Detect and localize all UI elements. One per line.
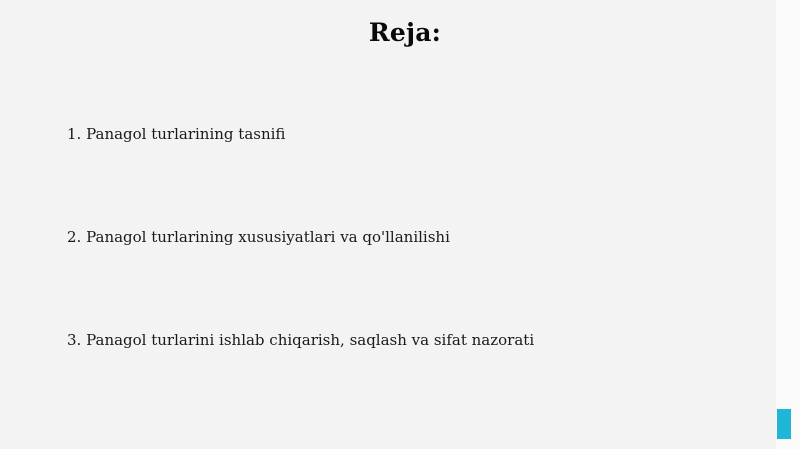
slide-title: Reja: [368,18,442,47]
plan-item-2: 2. Panagol turlarining xususiyatlari va qo'llanilishi [67,228,450,246]
plan-item-3: 3. Panagol turlarini ishlab chiqarish, saqlash va sifat nazorati [67,331,535,349]
scrollbar-thumb[interactable] [777,409,791,439]
scrollbar[interactable] [776,0,800,449]
plan-item-1: 1. Panagol turlarining tasnifi [67,125,286,143]
